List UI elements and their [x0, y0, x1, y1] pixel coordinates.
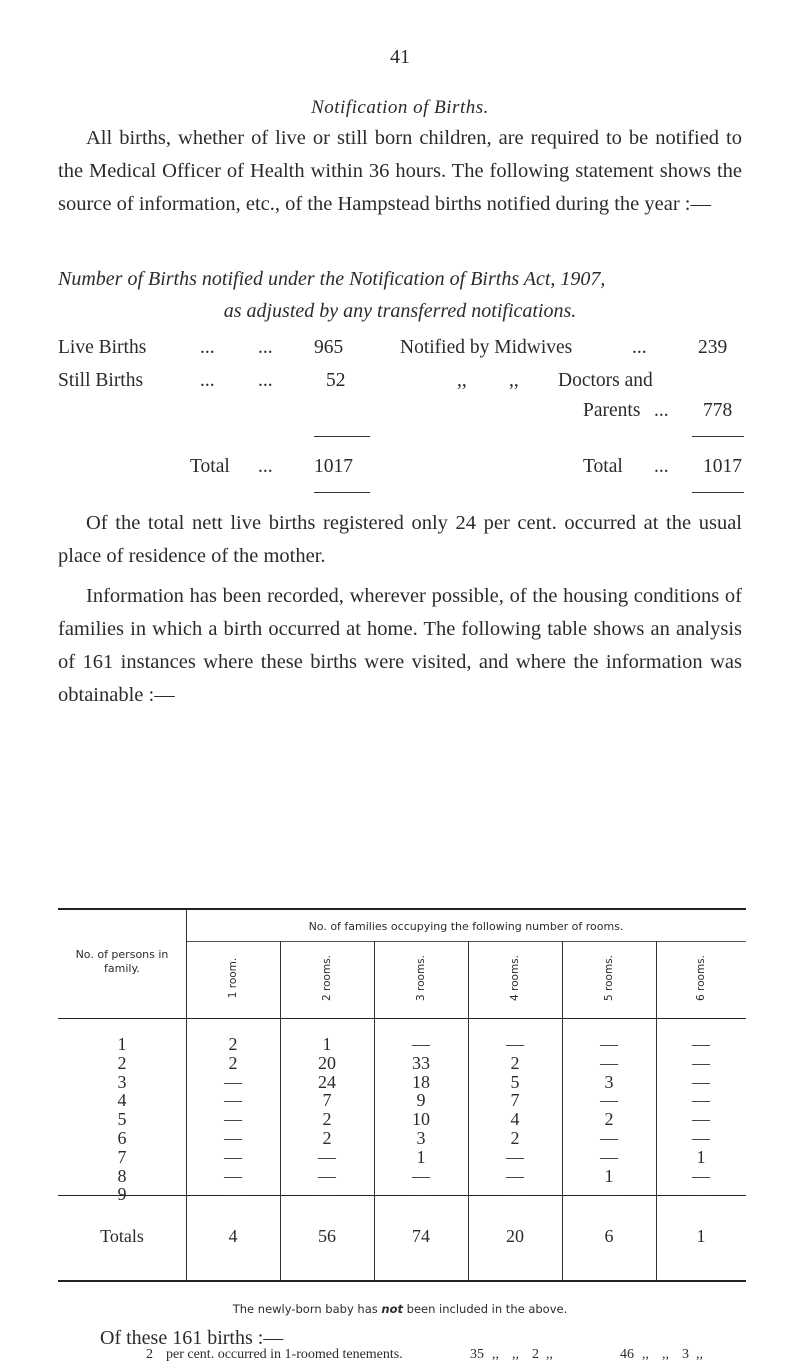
totals-cell: 1: [696, 1226, 706, 1246]
ditto-mark-2: ,,: [509, 370, 519, 391]
persons-count-cell: 4: [117, 1090, 127, 1111]
rooms-group-header: No. of families occupying the following number of rooms.: [308, 920, 624, 933]
subtitle-line-2: as adjusted by any transferred notifications.: [223, 300, 577, 322]
table-cell: 1: [322, 1034, 332, 1054]
totals-cell: 4: [228, 1226, 238, 1246]
section-heading: Notification of Births.: [311, 97, 489, 118]
persons-count-cell: 2: [117, 1052, 127, 1073]
room-header-6: 6 rooms.: [695, 955, 707, 1001]
table-cell: 1: [696, 1146, 706, 1167]
table-cell: —: [692, 1071, 710, 1092]
footnote-post: been included in the above.: [403, 1302, 568, 1316]
persons-count-cell: 5: [117, 1109, 127, 1130]
live-births-label: Live Births: [58, 337, 147, 358]
totals-cell: 20: [506, 1226, 524, 1246]
table-cell: —: [692, 1109, 710, 1130]
total-dots-left: ...: [258, 456, 273, 477]
table-cell: —: [692, 1052, 710, 1073]
room-header-3: 3 rooms.: [415, 955, 427, 1001]
table-cell: 2: [228, 1052, 238, 1073]
room-header-2: 2 rooms.: [321, 955, 333, 1001]
table-cell: —: [506, 1034, 524, 1054]
table-cell: 2: [322, 1128, 332, 1148]
still-births-dots-2: ...: [258, 370, 273, 391]
persons-count-cell: 7: [117, 1146, 127, 1167]
table-cell: 3: [604, 1071, 614, 1092]
table-cell: —: [224, 1090, 242, 1111]
still-births-value: 52: [326, 370, 346, 391]
page-number: 41: [390, 46, 410, 68]
pct-3-ditto-2: ,,: [662, 1347, 669, 1362]
persons-count-cell: 6: [117, 1128, 127, 1148]
table-cell: —: [224, 1146, 242, 1167]
footnote-pre: The newly-born baby has: [232, 1302, 382, 1316]
table-cell: —: [224, 1128, 242, 1148]
residence-text: Of the total nett live births registered only 24 per cent. occurred at the usual place of residence of the mother.: [58, 512, 742, 567]
table-cell: —: [506, 1165, 524, 1186]
totals-cell: 74: [412, 1226, 430, 1246]
live-births-dots: ...: [200, 337, 215, 358]
totals-cell: 56: [318, 1226, 336, 1246]
table-cell: —: [692, 1184, 710, 1205]
pct-3-ditto-1: ,,: [642, 1347, 649, 1362]
still-births-label: Still Births: [58, 370, 144, 391]
table-cell: 4: [510, 1109, 520, 1130]
doctors-label: Doctors and: [558, 370, 653, 391]
of-these-heading: Of these 161 births :—: [100, 1327, 284, 1349]
table-cell: —: [412, 1184, 430, 1205]
table-footnote: [0, 1302, 800, 1316]
pct-2-value: 35: [470, 1347, 484, 1362]
footnote-emphasis: not: [381, 1302, 403, 1316]
total-rule-top-left: [314, 436, 370, 437]
pct-2-rooms: 2: [532, 1347, 539, 1362]
doctors-parents-value: 778: [703, 400, 733, 421]
midwives-label: Notified by Midwives: [400, 337, 573, 358]
still-births-dots: ...: [200, 370, 215, 391]
intro-text: All births, whether of live or still born children, are required to be notified to the Medical Officer of Health within 36 hours. The following statement shows the source of information, etc., of the Hampstead births notified during the year :—: [58, 127, 742, 215]
pct-3-value: 46: [620, 1347, 634, 1362]
pct-2-ditto-3: ,,: [546, 1347, 553, 1362]
table-cell: —: [318, 1184, 336, 1205]
table-cell: —: [224, 1165, 242, 1186]
table-cell: 7: [322, 1090, 332, 1111]
total-dots-right: ...: [654, 456, 669, 477]
table-bottom-rule: [58, 1280, 746, 1282]
persons-count-cell: 1: [117, 1034, 127, 1054]
table-cell: —: [600, 1146, 618, 1167]
total-label-right: Total: [583, 456, 623, 477]
table-cell: 3: [416, 1128, 426, 1148]
table-cell: 5: [510, 1071, 520, 1092]
table-cell: 2: [510, 1128, 520, 1148]
ditto-mark-1: ,,: [457, 370, 467, 391]
room-header-1: 1 room.: [227, 957, 239, 999]
midwives-value: 239: [698, 337, 728, 358]
table-cell: —: [600, 1184, 618, 1205]
pct-1-value: 2: [146, 1347, 153, 1362]
table-cell: 1: [604, 1165, 614, 1186]
table-cell: —: [224, 1184, 242, 1205]
pct-1-text: per cent. occurred in 1-roomed tenements.: [166, 1347, 403, 1362]
table-cell: —: [692, 1090, 710, 1111]
table-top-rule: [58, 908, 746, 910]
table-cell: —: [506, 1146, 524, 1167]
group-header-rule: [186, 941, 746, 942]
totals-cell: 6: [604, 1226, 614, 1246]
total-value-left: 1017: [314, 456, 353, 477]
table-cell: 1: [416, 1146, 426, 1167]
total-label-left: Total: [190, 456, 230, 477]
table-cell: 33: [412, 1052, 430, 1073]
table-cell: —: [224, 1071, 242, 1092]
housing-table: [58, 908, 746, 1298]
parents-label: Parents: [583, 400, 641, 421]
pct-3-ditto-3: ,,: [696, 1347, 703, 1362]
pct-2-ditto-1: ,,: [492, 1347, 499, 1362]
table-cell: 2: [228, 1034, 238, 1054]
persons-column-header: No. of persons in family.: [75, 948, 169, 975]
persons-count-cell: 8: [117, 1165, 127, 1186]
table-cell: 18: [412, 1071, 430, 1092]
table-cell: —: [600, 1034, 618, 1054]
persons-count-cell: 3: [117, 1071, 127, 1092]
table-cell: —: [412, 1165, 430, 1186]
table-cell: —: [318, 1165, 336, 1186]
midwives-dots: ...: [632, 337, 647, 358]
pct-3-rooms: 3: [682, 1347, 689, 1362]
intro-paragraph: [58, 122, 742, 221]
room-header-4: 4 rooms.: [509, 955, 521, 1001]
table-cell: 20: [318, 1052, 336, 1073]
subtitle-line-1: Number of Births notified under the Notification of Births Act, 1907,: [58, 268, 606, 290]
housing-text: Information has been recorded, wherever possible, of the housing conditions of families in which a birth occurred at home. The following table shows an analysis of 161 instances where these births were visited, and where the information was obtainable :—: [58, 585, 742, 706]
table-cell: —: [318, 1146, 336, 1167]
housing-paragraph: [58, 580, 742, 712]
live-births-dots-2: ...: [258, 337, 273, 358]
table-cell: 24: [318, 1071, 336, 1092]
table-cell: —: [600, 1052, 618, 1073]
live-births-value: 965: [314, 337, 344, 358]
table-cell: —: [692, 1034, 710, 1054]
table-cell: 10: [412, 1109, 430, 1130]
table-cell: —: [506, 1184, 524, 1205]
table-cell: 2: [322, 1109, 332, 1130]
table-cell: 7: [510, 1090, 520, 1111]
total-rule-bottom-right: [692, 492, 744, 493]
parents-dots: ...: [654, 400, 669, 421]
room-header-5: 5 rooms.: [603, 955, 615, 1001]
table-cell: —: [600, 1128, 618, 1148]
table-cell: —: [224, 1109, 242, 1130]
header-bottom-rule: [58, 1018, 746, 1019]
summary-subtitle: [58, 263, 742, 327]
table-cell: —: [692, 1165, 710, 1186]
total-rule-bottom-left: [314, 492, 370, 493]
total-value-right: 1017: [703, 456, 742, 477]
table-cell: 2: [604, 1109, 614, 1130]
pct-2-ditto-2: ,,: [512, 1347, 519, 1362]
table-cell: —: [692, 1128, 710, 1148]
table-cell: —: [412, 1034, 430, 1054]
table-cell: 9: [416, 1090, 426, 1111]
total-rule-top-right: [692, 436, 744, 437]
persons-count-cell: 9: [117, 1184, 127, 1205]
table-cell: 2: [510, 1052, 520, 1073]
table-cell: —: [600, 1090, 618, 1111]
residence-paragraph: [58, 507, 742, 573]
totals-label: Totals: [100, 1226, 144, 1246]
